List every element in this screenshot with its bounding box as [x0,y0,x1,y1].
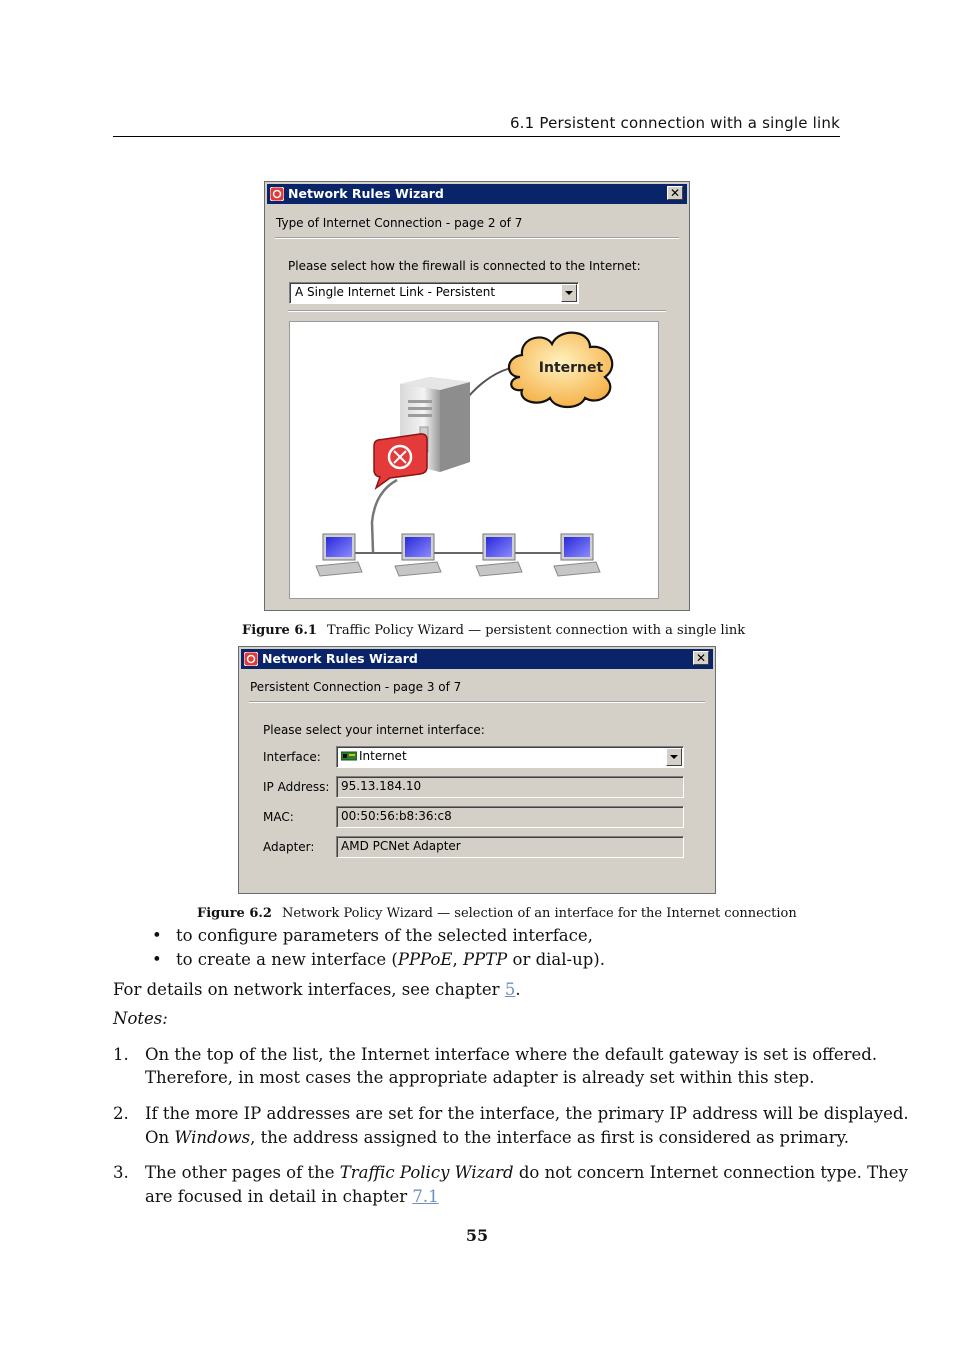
note-2-line-2 [145,1126,849,1150]
bullet-marker-2: • [152,950,162,969]
dialog-2-titlebar [241,649,713,669]
network-diagram [289,321,659,599]
mac-label: MAC: [263,810,294,824]
bullet-2-em-2: PPTP [462,950,508,969]
network-card-icon [341,751,357,761]
details-pre: For details on network interfaces, see chapter [113,980,505,999]
bullet-2-post: or dial-up). [507,950,605,969]
figure-2-text: Network Policy Wizard — selection of an interface for the Internet connection [281,906,797,921]
workstation-icon-1 [316,534,362,576]
note-3-line-1-pre: The other pages of the [145,1163,340,1182]
cloud-label: Internet [538,360,604,376]
adapter-value: AMD PCNet Adapter [341,839,461,853]
bullet-2-pre: to create a new interface ( [176,950,398,969]
app-icon [244,652,258,666]
interface-label: Interface: [263,750,321,764]
workstation-icon-4 [554,534,600,576]
workstation-icon-3 [476,534,522,576]
note-1-line-2: Therefore, in most cases the appropriate adapter is already set within this step. [145,1068,815,1087]
chevron-down-icon[interactable] [561,284,577,302]
dialog-2-prompt: Please select your internet interface: [263,723,485,737]
close-icon: ✕ [695,651,707,665]
interface-dropdown[interactable] [336,746,684,768]
internet-link-line [468,367,515,397]
dialog-1-titlebar [267,184,687,204]
bullet-2-em-1: PPPoE [397,950,453,969]
figure-1-label: Figure 6.1 [242,623,317,638]
running-header: 6.1 Persistent connection with a single link [509,114,840,132]
dialog-1-prompt: Please select how the firewall is connected to the Internet: [288,259,641,273]
bullet-item-1 [176,924,593,948]
ip-address-label: IP Address: [263,780,330,794]
chevron-down-icon[interactable] [666,748,682,766]
connection-type-value: A Single Internet Link - Persistent [295,285,496,299]
dialog-1-subtitle: Type of Internet Connection - page 2 of 7 [276,216,523,230]
header-rule [113,136,840,137]
ip-address-value: 95.13.184.10 [341,779,422,793]
note-3-line-1-post: do not concern Internet connection type. They [513,1163,908,1182]
close-icon: ✕ [669,186,681,200]
note-2-line-2-post: , the address assigned to the interface as first is considered as primary. [250,1128,850,1147]
note-3-line-2-pre: are focused in detail in chapter [145,1187,413,1206]
dialog-1-separator-2 [288,310,666,312]
figure-2-label: Figure 6.2 [197,906,272,921]
interface-value: Internet [359,749,407,763]
note-2-line-2-pre: On [145,1128,175,1147]
details-post: . [515,980,521,999]
page-number: 55 [465,1226,489,1245]
adapter-label: Adapter: [263,840,315,854]
connection-type-dropdown[interactable] [289,282,579,304]
note-2-line-2-em: Windows [174,1128,251,1147]
dialog-1-title: Network Rules Wizard [288,186,444,201]
firewall-icon [374,434,427,488]
bullet-item-2 [176,948,605,972]
note-2-number: 2. [113,1104,129,1123]
note-2-line-1: If the more IP addresses are set for the interface, the primary IP address will be displayed. [145,1104,909,1123]
note-3-line-1 [145,1161,908,1185]
dialog-2-separator [249,701,705,703]
note-3-line-2 [145,1185,439,1209]
network-rules-wizard-dialog-1 [264,181,690,611]
network-diagram-svg [290,322,658,598]
lan-uplink-cable [372,480,397,552]
note-1-line-1: On the top of the list, the Internet interface where the default gateway is set is offered. [145,1045,878,1064]
figure-2-caption [197,906,797,921]
ip-address-field[interactable] [336,776,684,798]
chapter-7-1-link[interactable]: 7.1 [412,1187,439,1206]
mac-value: 00:50:56:b8:36:c8 [341,809,452,823]
app-icon [270,187,284,201]
dialog-2-close-button[interactable] [693,651,709,665]
dialog-1-close-button[interactable] [667,186,683,200]
note-3-line-1-em: Traffic Policy Wizard [339,1163,514,1182]
dialog-1-separator [275,237,679,239]
figure-1-text: Traffic Policy Wizard — persistent connection with a single link [326,623,746,638]
notes-label: Notes: [113,1009,168,1028]
internet-cloud-icon [509,333,612,407]
bullet-1-text: to configure parameters of the selected interface, [176,926,593,945]
bullet-marker-1: • [152,926,162,945]
network-rules-wizard-dialog-2 [238,646,716,894]
dialog-2-subtitle: Persistent Connection - page 3 of 7 [250,680,462,694]
mac-field[interactable] [336,806,684,828]
adapter-field[interactable] [336,836,684,858]
workstation-icon-2 [395,534,441,576]
figure-1-caption [242,623,745,638]
chapter-5-link[interactable]: 5 [504,980,516,999]
dialog-2-title: Network Rules Wizard [262,651,418,666]
note-3-number: 3. [113,1163,129,1182]
details-paragraph [113,978,521,1002]
bullet-2-mid: , [452,950,463,969]
note-1-number: 1. [113,1045,129,1064]
